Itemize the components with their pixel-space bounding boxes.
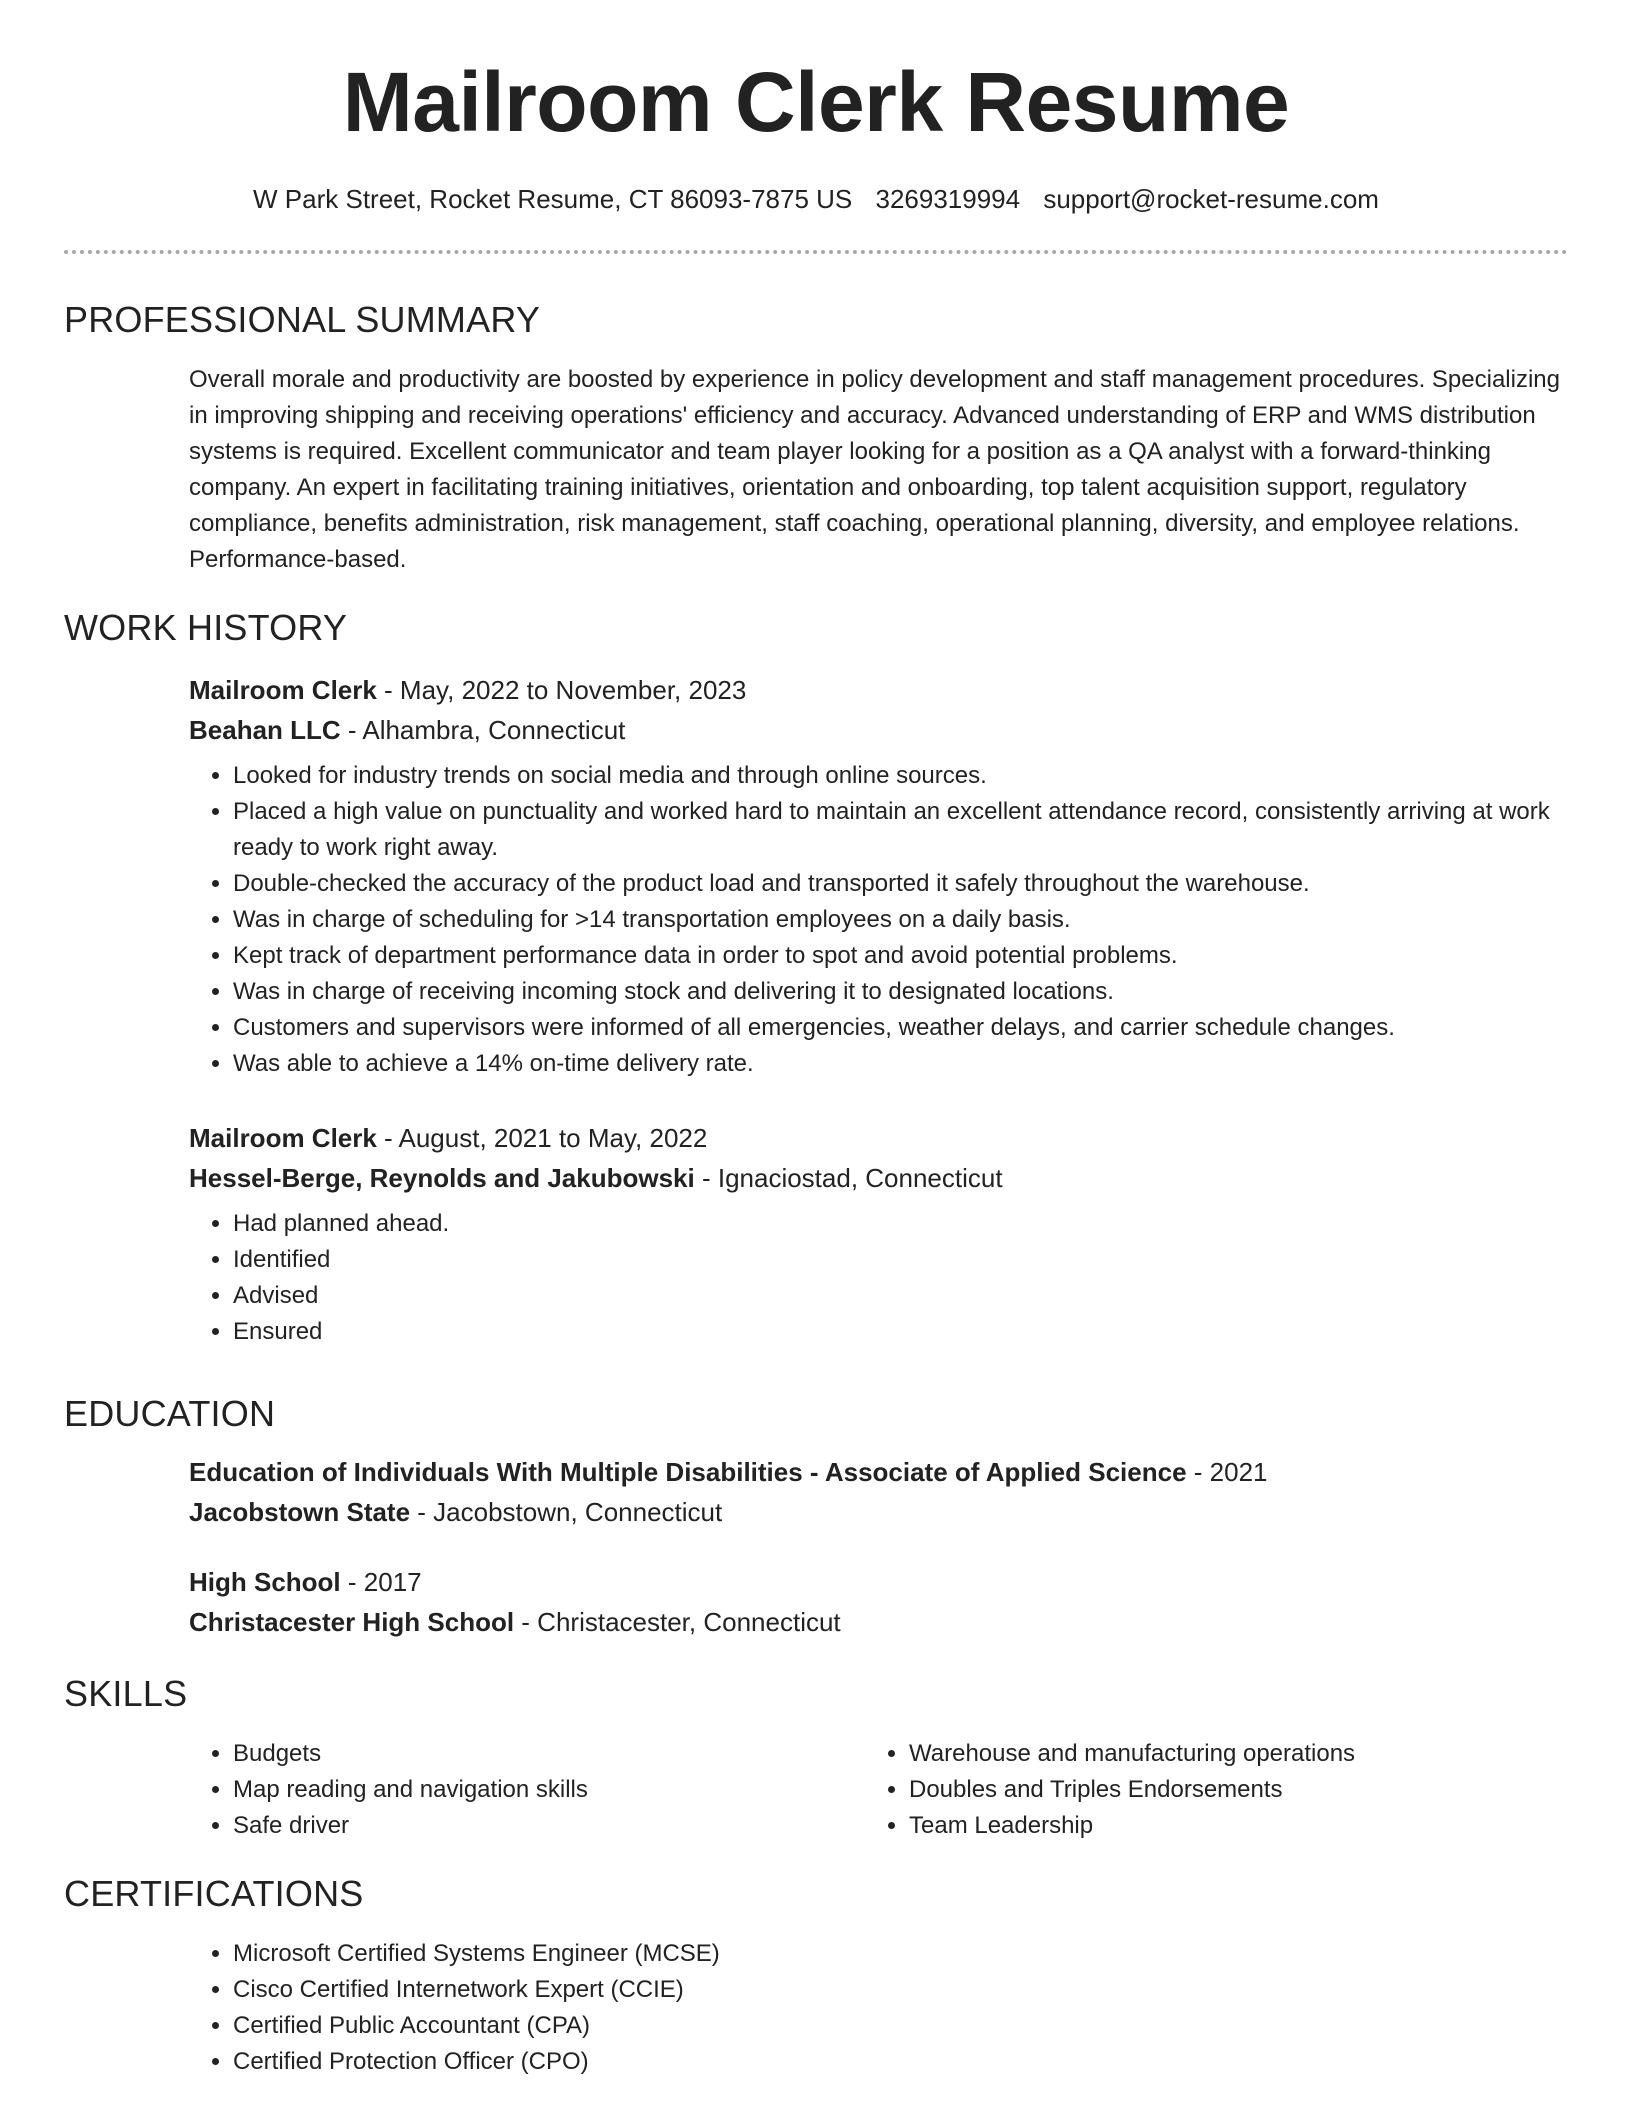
- list-item: • Was in charge of receiving incoming stock and delivering it to designated locations.: [233, 974, 1569, 1010]
- education-entry-1: [189, 1452, 1569, 1532]
- job-dates: - May, 2022 to November, 2023: [376, 675, 747, 705]
- education-entry-2: [189, 1562, 1569, 1642]
- job-bullets: [189, 1206, 1569, 1350]
- education-heading: EDUCATION: [64, 1393, 276, 1434]
- list-item: • Cisco Certified Internetwork Expert (CCIE): [233, 1972, 1569, 2008]
- job-title: Mailroom Clerk: [189, 675, 377, 705]
- list-item: • Ensured: [233, 1314, 1569, 1350]
- list-item: • Warehouse and manufacturing operations: [909, 1736, 1525, 1772]
- job-company-line: [189, 1158, 1569, 1198]
- list-item: • Advised: [233, 1278, 1569, 1314]
- education-location: - Jacobstown, Connecticut: [410, 1497, 723, 1527]
- skills-column-right: [865, 1736, 1525, 1844]
- skills-section: [189, 1736, 1569, 1856]
- job-location: - Alhambra, Connecticut: [340, 715, 626, 745]
- list-item: • Customers and supervisors were informed of all emergencies, weather delays, and carrier schedule changes.: [233, 1010, 1569, 1046]
- job-title-line: [189, 670, 1569, 710]
- skills-list-right: [865, 1736, 1525, 1844]
- job-1: [189, 670, 1569, 1082]
- list-item: • Certified Public Accountant (CPA): [233, 2008, 1569, 2044]
- list-item: • Double-checked the accuracy of the product load and transported it safely throughout the warehouse.: [233, 866, 1569, 902]
- summary-section: [189, 362, 1569, 578]
- education-school-line: [189, 1602, 1569, 1642]
- contact-address: W Park Street, Rocket Resume, CT 86093-7875 US: [253, 184, 853, 214]
- education-school-line: [189, 1492, 1569, 1532]
- resume-title: Mailroom Clerk Resume: [342, 55, 1290, 149]
- job-bullets: [189, 758, 1569, 1082]
- list-item: • Kept track of department performance data in order to spot and avoid potential problems.: [233, 938, 1569, 974]
- list-item: • Placed a high value on punctuality and worked hard to maintain an excellent attendance record, consistently arriving at work ready to work right away.: [233, 794, 1569, 866]
- education-school: Jacobstown State: [189, 1497, 411, 1527]
- summary-text: Overall morale and productivity are boosted by experience in policy development and staff management procedures. Specializing in improving shipping and receiving operations' efficiency and accuracy. Advanced understanding of ERP and WMS distribution systems is required. Excellent communicator and team player looking for a position as a QA analyst with a forward-thinking company. An expert in facilitating training initiatives, orientation and onboarding, top talent acquisition support, regulatory compliance, benefits administration, risk management, staff coaching, operational planning, diversity, and employee relations. Performance-based.: [189, 366, 1560, 573]
- header-divider: [64, 250, 1568, 254]
- list-item: • Certified Protection Officer (CPO): [233, 2044, 1569, 2080]
- contact-email: support@rocket-resume.com: [1043, 184, 1379, 214]
- list-item: • Safe driver: [233, 1808, 849, 1844]
- contact-phone: 3269319994: [875, 184, 1021, 214]
- job-title: Mailroom Clerk: [189, 1123, 377, 1153]
- list-item: • Team Leadership: [909, 1808, 1525, 1844]
- skills-column-left: [189, 1736, 849, 1844]
- job-dates: - August, 2021 to May, 2022: [376, 1123, 708, 1153]
- education-year: - 2017: [340, 1567, 422, 1597]
- certifications-list: [189, 1936, 1569, 2080]
- education-location: - Christacester, Connecticut: [514, 1607, 841, 1637]
- skills-heading: SKILLS: [64, 1673, 188, 1714]
- skills-list-left: [189, 1736, 849, 1844]
- list-item: • Doubles and Triples Endorsements: [909, 1772, 1525, 1808]
- education-degree-line: [189, 1452, 1569, 1492]
- certifications-section: [189, 1936, 1569, 2080]
- education-school: Christacester High School: [189, 1607, 515, 1637]
- work-history-heading: WORK HISTORY: [64, 607, 348, 648]
- job-company: Hessel-Berge, Reynolds and Jakubowski: [189, 1163, 695, 1193]
- list-item: • Looked for industry trends on social media and through online sources.: [233, 758, 1569, 794]
- job-company: Beahan LLC: [189, 715, 341, 745]
- list-item: • Identified: [233, 1242, 1569, 1278]
- list-item: • Budgets: [233, 1736, 849, 1772]
- list-item: • Microsoft Certified Systems Engineer (MCSE): [233, 1936, 1569, 1972]
- list-item: • Was able to achieve a 14% on-time delivery rate.: [233, 1046, 1569, 1082]
- list-item: • Was in charge of scheduling for >14 transportation employees on a daily basis.: [233, 902, 1569, 938]
- job-company-line: [189, 710, 1569, 750]
- job-location: - Ignaciostad, Connecticut: [694, 1163, 1003, 1193]
- job-2: [189, 1118, 1569, 1350]
- education-degree-line: [189, 1562, 1569, 1602]
- list-item: • Map reading and navigation skills: [233, 1772, 849, 1808]
- education-degree: High School: [189, 1567, 341, 1597]
- job-title-line: [189, 1118, 1569, 1158]
- contact-line: [64, 181, 1568, 217]
- list-item: • Had planned ahead.: [233, 1206, 1569, 1242]
- education-degree: Education of Individuals With Multiple Disabilities - Associate of Applied Science: [189, 1457, 1187, 1487]
- summary-heading: PROFESSIONAL SUMMARY: [64, 299, 541, 340]
- education-year: - 2021: [1186, 1457, 1268, 1487]
- certifications-heading: CERTIFICATIONS: [64, 1873, 364, 1914]
